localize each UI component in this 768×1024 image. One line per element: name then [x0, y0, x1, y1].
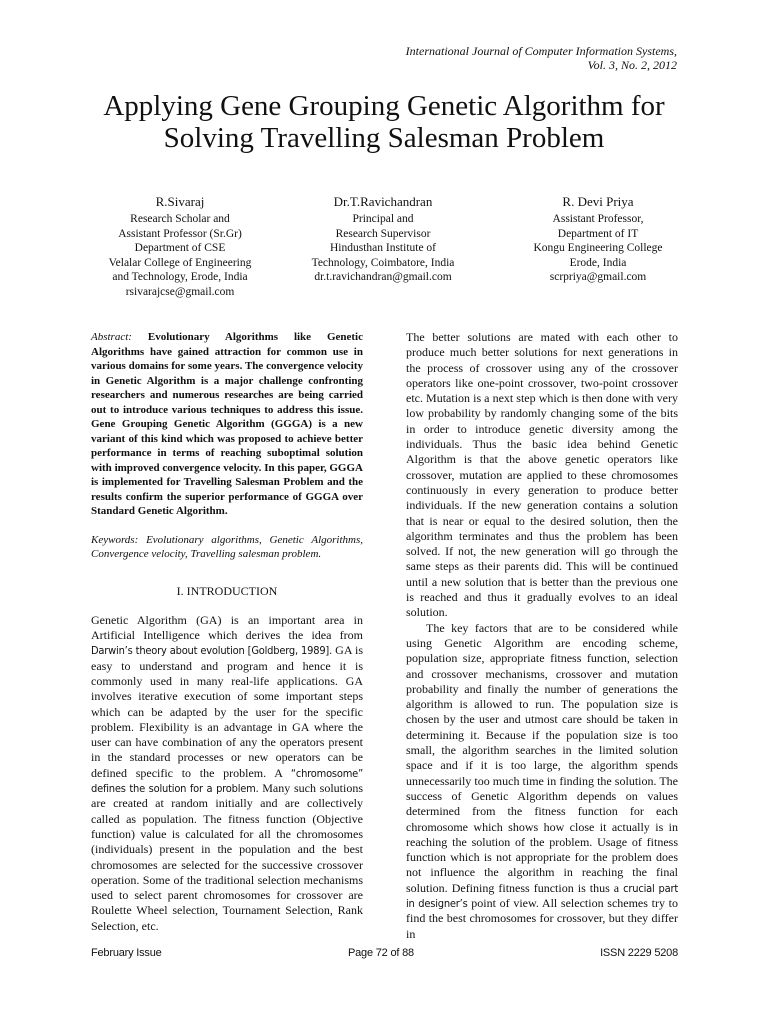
author-email: scrpriya@gmail.com — [549, 271, 647, 283]
right-column — [406, 330, 678, 942]
intro-paragraph — [91, 613, 363, 934]
abstract-text: Evolutionary Algorithms like Genetic Algorithms have gained attraction for common use in various domains for some years. The convergence velocity in Genetic Algorithm is a major challenge confronting researchers and numerous researches are being carried out to introduce various techniques to address this issue. Gene Grouping Genetic Algorithm (GGGA) is a new variant of this kind which was proposed to achieve better performance in terms of reaching suboptimal solution with improved convergence velocity. In this paper, GGGA is implemented for Travelling Salesman Problem and the results confirm the superior performance of GGGA over Standard Genetic Algorithm. — [91, 331, 363, 517]
author-name: Dr.T.Ravichandran — [333, 194, 433, 209]
body-paragraph — [406, 621, 678, 942]
author-name: R.Sivaraj — [155, 194, 205, 209]
chromosome-definition: “chromosome” defines the solution for a problem. — [91, 766, 363, 796]
footer-page-number: Page 72 of 88 — [348, 947, 414, 959]
author-affiliation-line: Department of CSE — [134, 242, 226, 254]
author-block — [90, 194, 688, 298]
author-affiliation-line: Erode, India — [569, 256, 627, 269]
author-affiliation-line: Hindusthan Institute of — [329, 242, 437, 254]
page-footer — [91, 947, 678, 963]
citation: Darwin’s theory about evolution [Goldberg, 1989]. — [91, 644, 333, 658]
author-affiliation-line: and Technology, Erode, India — [112, 271, 248, 283]
title-line-2: Solving Travelling Salesman Problem — [163, 122, 605, 154]
intro-text: Genetic Algorithm (GA) is an important area in Artificial Intelligence which derives the idea from — [91, 612, 363, 643]
intro-text: GA is easy to understand and program and hence it is commonly used in many real-life applications. GA involves iterative execution of some important steps which can be adapted by the user for the specific problem. Flexibility is an advantage in GA where the user can have combination of any the operators present in the standard processes or new operators can be defined specific to the problem. A — [91, 643, 363, 780]
journal-header — [406, 44, 677, 72]
author-2 — [288, 194, 478, 285]
author-affiliation-line: Technology, Coimbatore, India — [311, 256, 455, 269]
body-paragraph: The better solutions are mated with each other to produce much better solutions for next generations in the process of crossover using any of the crossover operators like one-point crossover, two-point crossover etc. Mutation is a next step which is then done with very low probability by randomly changing some of the bits in order to introduce genetic diversity among the individuals. Thus the basic idea behind Genetic Algorithm is that the above genetic operators like crossover, mutation are applied to these chromosomes continuously in every generation to produce better individuals. If the new generation contains a solution that is near or equal to the desired solution, then the algorithm terminates and thus the problem has been solved. If not, the new generation will go through the same steps as their parents did. This will be continued until a new solution that is better than the previous one is reached and thus it gradually evolves to an ideal solution. — [406, 330, 678, 620]
journal-volume: Vol. 3, No. 2, 2012 — [587, 58, 677, 72]
author-1 — [90, 194, 270, 299]
paper-title — [0, 90, 768, 154]
author-email: dr.t.ravichandran@gmail.com — [314, 271, 452, 283]
author-name: R. Devi Priya — [562, 194, 634, 209]
body-text-condensed: crucial part in designer’s — [406, 881, 678, 910]
abstract-label: Abstract: — [91, 331, 132, 343]
journal-name: International Journal of Computer Information Systems, — [405, 44, 677, 58]
footer-issue: February Issue — [91, 947, 162, 959]
body-text: The key factors that are to be considered while using Genetic Algorithm are encoding scheme, population size, appropriate fitness function, selection and crossover mechanisms, crossover and mutation probability and finally the number of generations the algorithm is allowed to run. The population size is chosen by the user and utmost care should be taken in determining it. Because if the population size is too small, the algorithm searches in the limited solution space and if it is too large, the algorithm spends unnecessarily too much time in finding the solution. The success of Genetic Algorithm depends on values determined from the fitness function for each chromosome which shows how close it actually is in reaching the solution of the problem. Usage of fitness function which is not appropriate for the problem does not influence the algorithm in reaching the final solution. Defining fitness function is thus a — [406, 620, 678, 895]
section-heading: I. INTRODUCTION — [176, 583, 278, 598]
keywords: Keywords: Evolutionary algorithms, Genetic Algorithms, Convergence velocity, Travelling salesman problem. — [91, 533, 363, 560]
abstract — [91, 330, 363, 519]
title-line-1: Applying Gene Grouping Genetic Algorithm for — [103, 90, 665, 122]
author-affiliation-line: Assistant Professor (Sr.Gr) — [118, 227, 242, 240]
author-email: rsivarajcse@gmail.com — [125, 285, 235, 298]
author-affiliation-line: Research Supervisor — [335, 227, 431, 240]
author-affiliation-line: Principal and — [352, 213, 414, 225]
body-text: point of view. All selection schemes try to find the best chromosomes for crossover, but they differ in — [406, 895, 678, 941]
author-3 — [508, 194, 688, 285]
author-affiliation-line: Velalar College of Engineering — [108, 256, 252, 269]
footer-issn: ISSN 2229 5208 — [600, 947, 678, 959]
author-affiliation-line: Department of IT — [557, 227, 639, 240]
author-affiliation-line: Assistant Professor, — [552, 213, 644, 225]
intro-text: Many such solutions are created at random initially and are collectively called as population. The fitness function (Objective function) value is calculated for all the chromosomes (individuals) present in the population and the best chromosomes are selected for the successive crossover operation. Some of the traditional selection mechanisms used to select parent chromosomes for crossover are Roulette Wheel selection, Tournament Selection, Rank Selection, etc. — [91, 781, 364, 933]
left-column — [91, 330, 363, 934]
author-affiliation-line: Research Scholar and — [130, 213, 230, 225]
author-affiliation-line: Kongu Engineering College — [533, 242, 663, 254]
